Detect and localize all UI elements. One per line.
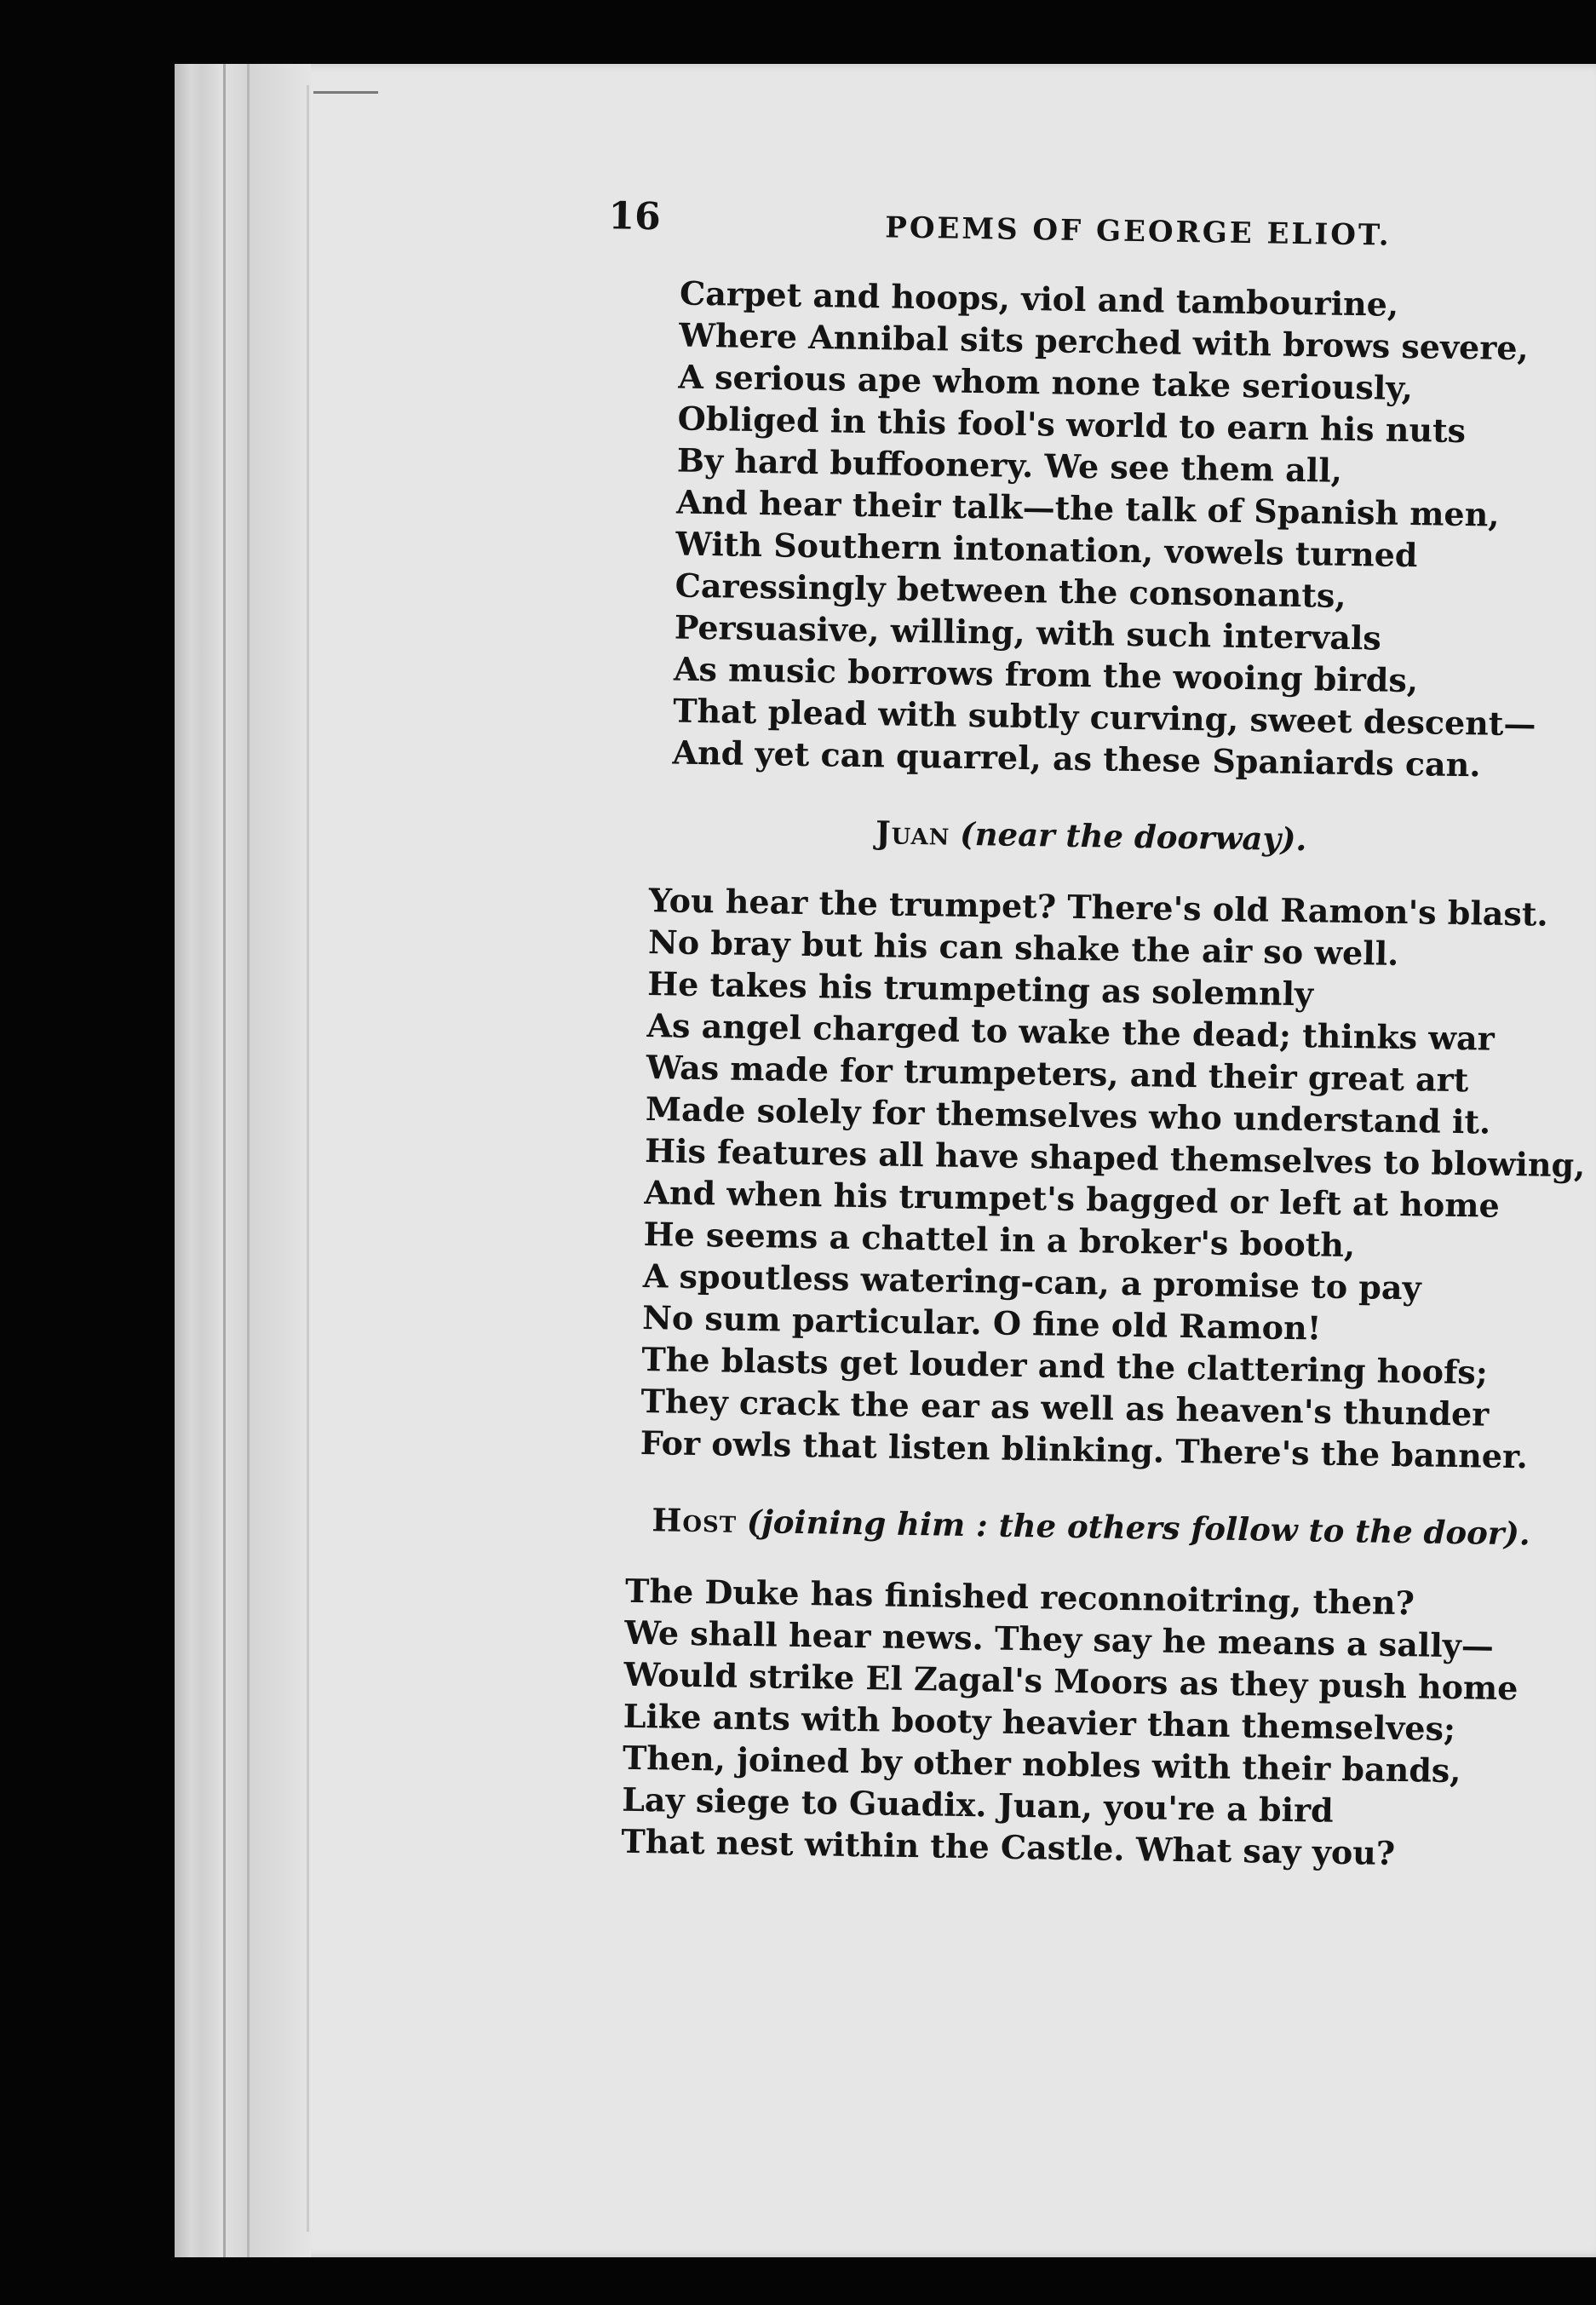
stanza-3 xyxy=(570,1569,1545,1877)
stage-direction: (joining him : the others follow to the door). xyxy=(746,1502,1531,1553)
verse-line: And yet can quarrel, as these Spaniards can. xyxy=(672,733,1481,785)
stage-direction: (near the doorway). xyxy=(959,814,1307,859)
speaker-name: Host xyxy=(652,1501,738,1540)
verse-line: We shall hear news. They say he means a sally— xyxy=(624,1612,1495,1665)
page-number: 16 xyxy=(608,194,662,239)
verse-line: Would strike El Zagal's Moors as they push home xyxy=(623,1654,1518,1708)
speaker-heading-host xyxy=(575,1498,1547,1555)
verse-line: By hard buffoonery. We see them all, xyxy=(676,440,1343,490)
verse-line: A spoutless watering-can, a promise to pay xyxy=(642,1256,1421,1308)
verse-line: Persuasive, willing, with such intervals xyxy=(674,607,1382,658)
page-content xyxy=(570,187,1586,1877)
page-edge-line xyxy=(247,64,250,2257)
verse-line: Where Annibal sits perched with brows severe, xyxy=(678,315,1530,368)
verse-line: That plead with subtly curving, sweet descent— xyxy=(673,691,1536,744)
speaker-name: Juan xyxy=(875,813,950,853)
verse-line: Like ants with booty heavier than themselves; xyxy=(623,1696,1456,1749)
verse-line: No sum particular. O fine old Ramon! xyxy=(641,1298,1322,1348)
verse-line: He takes his trumpeting as solemnly xyxy=(646,964,1314,1014)
verse-line: And hear their talk—the talk of Spanish men, xyxy=(675,482,1500,534)
verse-line: No bray but his can shake the air so well. xyxy=(647,923,1399,973)
running-head: POEMS OF GEORGE ELIOT. xyxy=(884,210,1392,253)
verse-line: They crack the ear as well as heaven's thunder xyxy=(640,1382,1490,1434)
margin-rule xyxy=(313,91,378,94)
verse-line: Caressingly between the consonants, xyxy=(675,566,1346,615)
verse-line: With Southern intonation, vowels turned xyxy=(675,524,1418,575)
verse-line: That nest within the Castle. What say you? xyxy=(621,1821,1396,1872)
verse-line: His features all have shaped themselves to blowing, xyxy=(644,1131,1586,1185)
verse-line: Obliged in this fool's world to earn his nuts xyxy=(677,399,1467,451)
page-fore-edge xyxy=(175,64,311,2257)
verse-line: Made solely for themselves who understand it. xyxy=(645,1089,1491,1141)
verse-line: The blasts get louder and the clattering hoofs; xyxy=(641,1340,1489,1392)
verse-line: Lay siege to Guadix. Juan, you're a bird xyxy=(621,1779,1335,1830)
verse-line: Carpet and hoops, viol and tambourine, xyxy=(679,273,1399,324)
verse-line: A serious ape whom none take seriously, xyxy=(678,357,1414,408)
page-edge-line xyxy=(307,85,309,2232)
stanza-2 xyxy=(576,878,1586,1478)
verse-line: Was made for trumpeters, and their great art xyxy=(646,1048,1469,1100)
verse-line: He seems a chattel in a broker's booth, xyxy=(643,1215,1356,1265)
verse-line: As music borrows from the wooing birds, xyxy=(673,649,1419,700)
verse-line: You hear the trumpet? There's old Ramon's blast. xyxy=(648,881,1549,934)
speaker-heading-juan xyxy=(586,808,1558,865)
verse-line: For owls that listen blinking. There's the banner. xyxy=(640,1423,1529,1476)
verse-line: Then, joined by other nobles with their bands, xyxy=(622,1738,1461,1791)
verse-line: As angel charged to wake the dead; thinks war xyxy=(646,1006,1496,1058)
page-edge-line xyxy=(223,64,226,2257)
stanza-1 xyxy=(587,271,1565,787)
verse-line: The Duke has finished reconnoitring, then? xyxy=(624,1571,1415,1623)
verse-line: And when his trumpet's bagged or left at home xyxy=(644,1173,1501,1225)
